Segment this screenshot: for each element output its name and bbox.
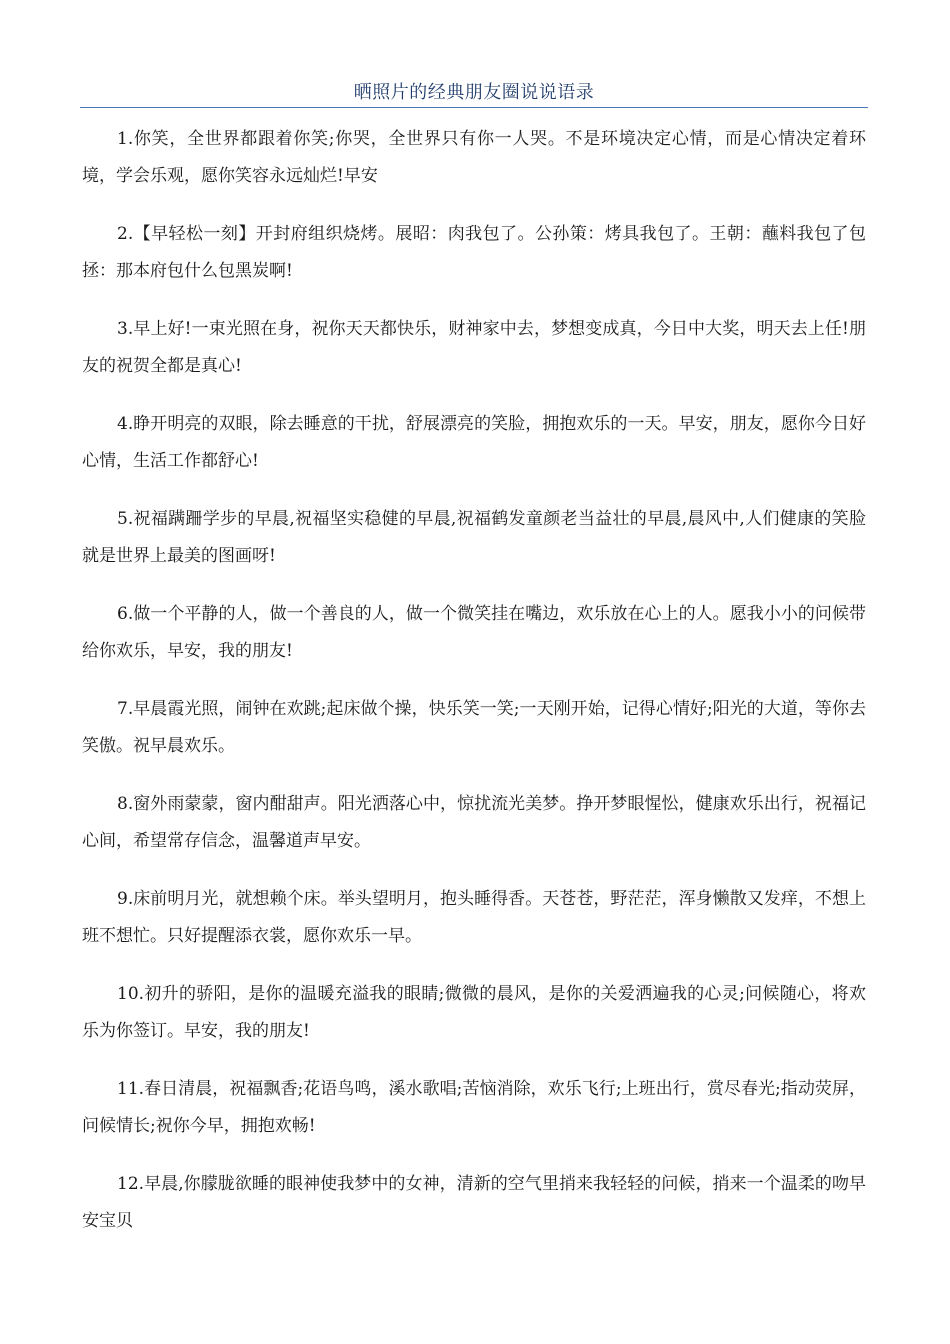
paragraph: 2.【早轻松一刻】开封府组织烧烤。展昭：肉我包了。公孙策：烤具我包了。王朝：蘸料我包了包拯：那本府包什么包黑炭啊! [82,224,866,281]
document-title: 晒照片的经典朋友圈说说语录 [353,82,595,103]
document-body [82,121,866,1261]
paragraph: 4.睁开明亮的双眼，除去睡意的干扰，舒展漂亮的笑脸，拥抱欢乐的一天。早安，朋友，愿你今日好心情，生活工作都舒心! [82,414,866,471]
paragraph: 8.窗外雨蒙蒙，窗内酣甜声。阳光洒落心中，惊扰流光美梦。挣开梦眼惺忪，健康欢乐出行，祝福记心间，希望常存信念，温馨道声早安。 [82,794,866,851]
paragraph: 5.祝福蹒跚学步的早晨,祝福坚实稳健的早晨,祝福鹤发童颜老当益壮的早晨,晨风中,人们健康的笑脸就是世界上最美的图画呀! [82,509,866,566]
paragraph: 9.床前明月光，就想赖个床。举头望明月，抱头睡得香。天苍苍，野茫茫，浑身懒散又发痒，不想上班不想忙。只好提醒添衣裳，愿你欢乐一早。 [82,889,866,946]
title-divider [80,107,868,108]
paragraph: 1.你笑，全世界都跟着你笑;你哭，全世界只有你一人哭。不是环境决定心情，而是心情决定着环境，学会乐观，愿你笑容永远灿烂!早安 [82,129,866,186]
paragraph: 11.春日清晨，祝福飘香;花语鸟鸣，溪水歌唱;苦恼消除，欢乐飞行;上班出行，赏尽春光;指动荧屏，问候情长;祝你今早，拥抱欢畅! [82,1079,866,1136]
paragraph: 7.早晨霞光照，闹钟在欢跳;起床做个操，快乐笑一笑;一天刚开始，记得心情好;阳光的大道，等你去笑傲。祝早晨欢乐。 [82,699,866,756]
paragraph: 10.初升的骄阳，是你的温暖充溢我的眼睛;微微的晨风，是你的关爱洒遍我的心灵;问候随心，将欢乐为你签订。早安，我的朋友! [82,984,866,1041]
paragraph: 6.做一个平静的人，做一个善良的人，做一个微笑挂在嘴边，欢乐放在心上的人。愿我小小的问候带给你欢乐，早安，我的朋友! [82,604,866,661]
paragraph: 3.早上好!一束光照在身，祝你天天都快乐，财神家中去，梦想变成真，今日中大奖，明天去上任!朋友的祝贺全都是真心! [82,319,866,376]
paragraph: 12.早晨,你朦胧欲睡的眼神使我梦中的女神，清新的空气里捎来我轻轻的问候，捎来一个温柔的吻早安宝贝 [82,1174,866,1231]
